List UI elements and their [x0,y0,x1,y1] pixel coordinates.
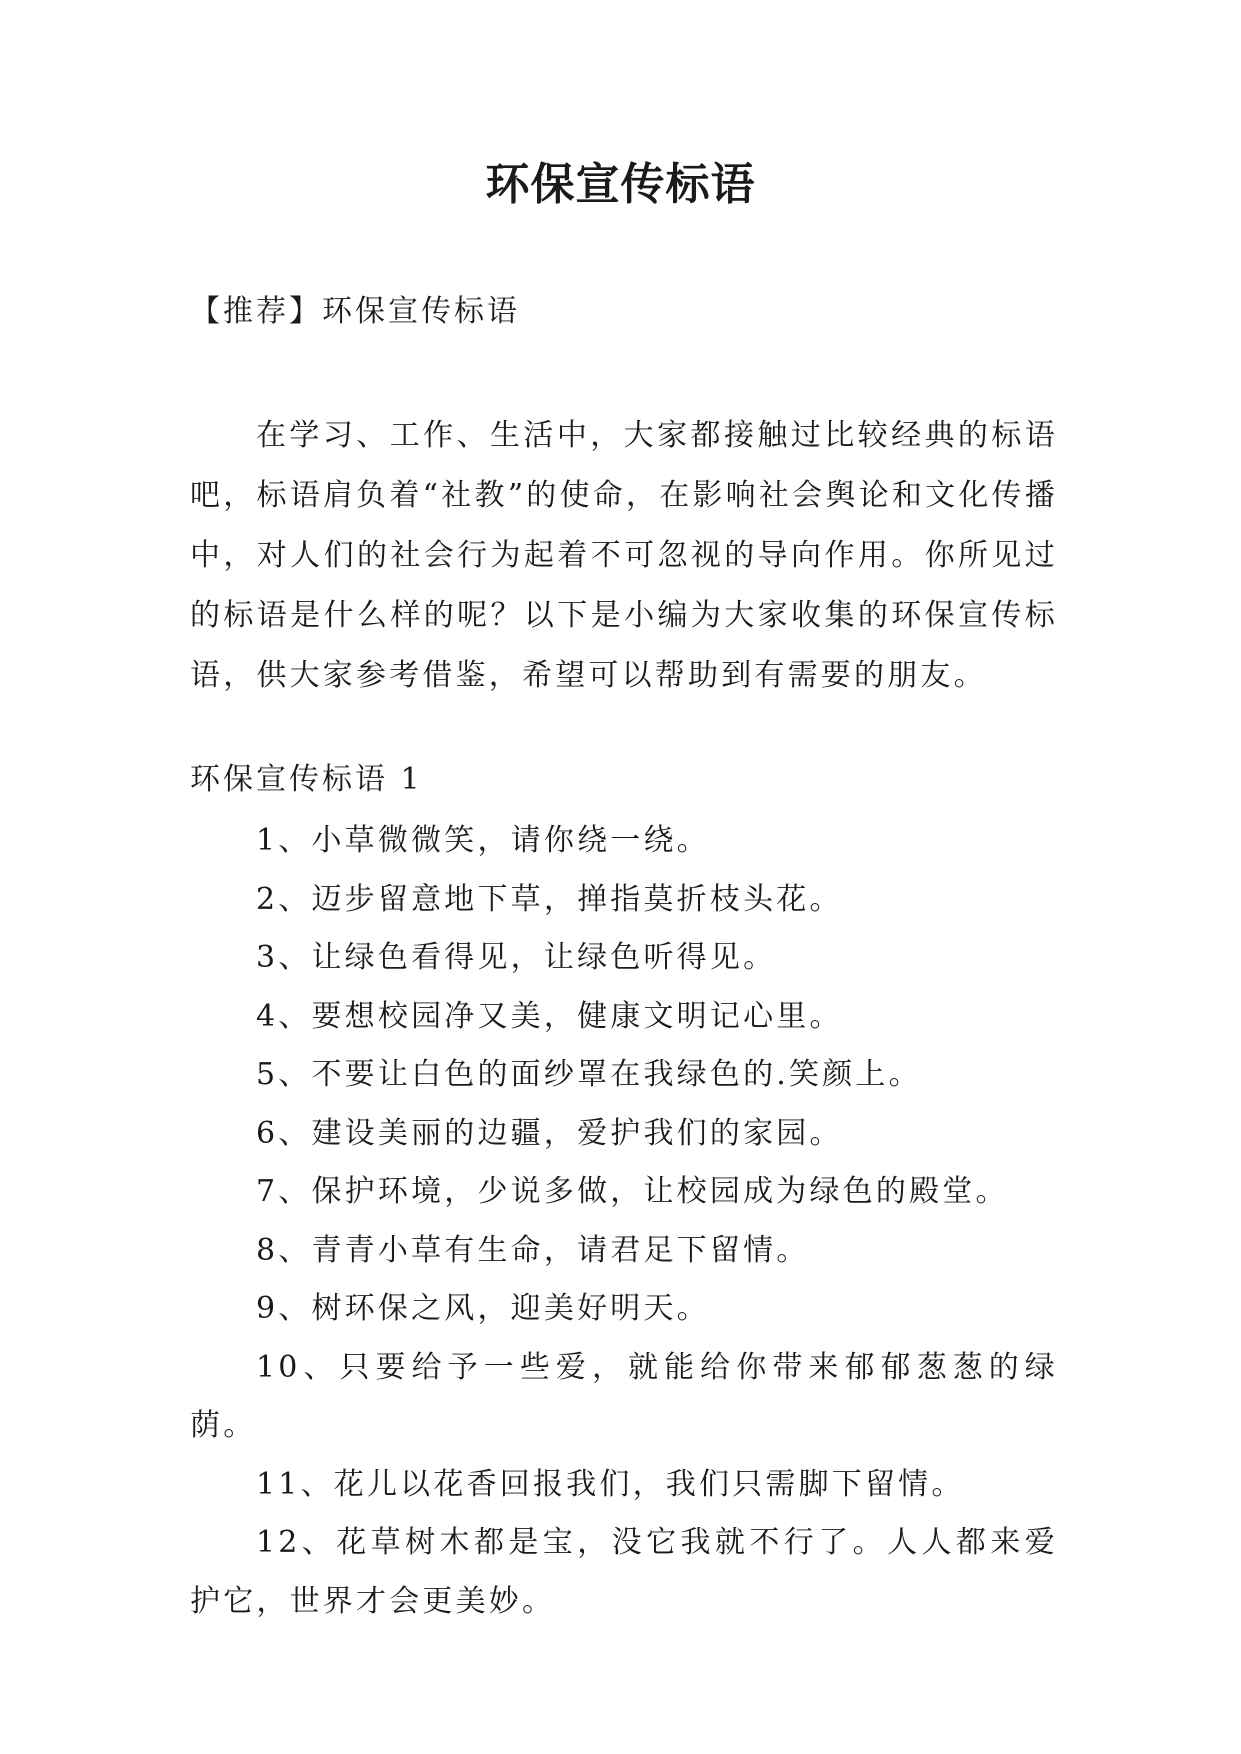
slogan-item: 9、树环保之风，迎美好明天。 [256,1291,710,1326]
slogan-item: 4、要想校园净又美，健康文明记心里。 [256,998,843,1034]
slogan-item: 8、青青小草有生命，请君足下留情。 [256,1232,810,1268]
slogan-item: 6、建设美丽的边疆，爱护我们的家园。 [256,1115,843,1151]
slogan-item: 5、不要让白色的面纱罩在我绿色的.笑颜上。 [256,1057,922,1092]
document-title: 环保宣传标语 [485,159,756,210]
section-heading: 环保宣传标语 1 [190,762,423,797]
intro-paragraph: 在学习、工作、生活中，大家都接触过比较经典的标语吧，标语肩负着“社教”的使命，在影响社会舆论和文化传播中，对人们的社会行为起着不可忽视的导向作用。你所见过的标语是什么样的呢？以下是小编为大家收集的环保宣传标语，供大家参考借鉴，希望可以帮助到有需要的朋友。 [190,418,1058,693]
slogan-item: 12、花草树木都是宝，没它我就不行了。人人都来爱护它，世界才会更美妙。 [190,1525,1058,1619]
slogan-item: 3、让绿色看得见，让绿色听得见。 [256,940,777,975]
slogan-item: 11、花儿以花香回报我们，我们只需脚下留情。 [256,1466,965,1502]
slogan-item: 10、只要给予一些爱，就能给你带来郁郁葱葱的绿荫。 [190,1349,1058,1443]
slogan-list [190,812,1058,1631]
slogan-item: 7、保护环境，少说多做，让校园成为绿色的殿堂。 [256,1174,1009,1209]
slogan-item: 1、小草微微笑，请你绕一绕。 [256,823,710,858]
slogan-item: 2、迈步留意地下草，掸指莫折枝头花。 [256,881,843,917]
document-subtitle: 【推荐】环保宣传标语 [190,294,520,329]
